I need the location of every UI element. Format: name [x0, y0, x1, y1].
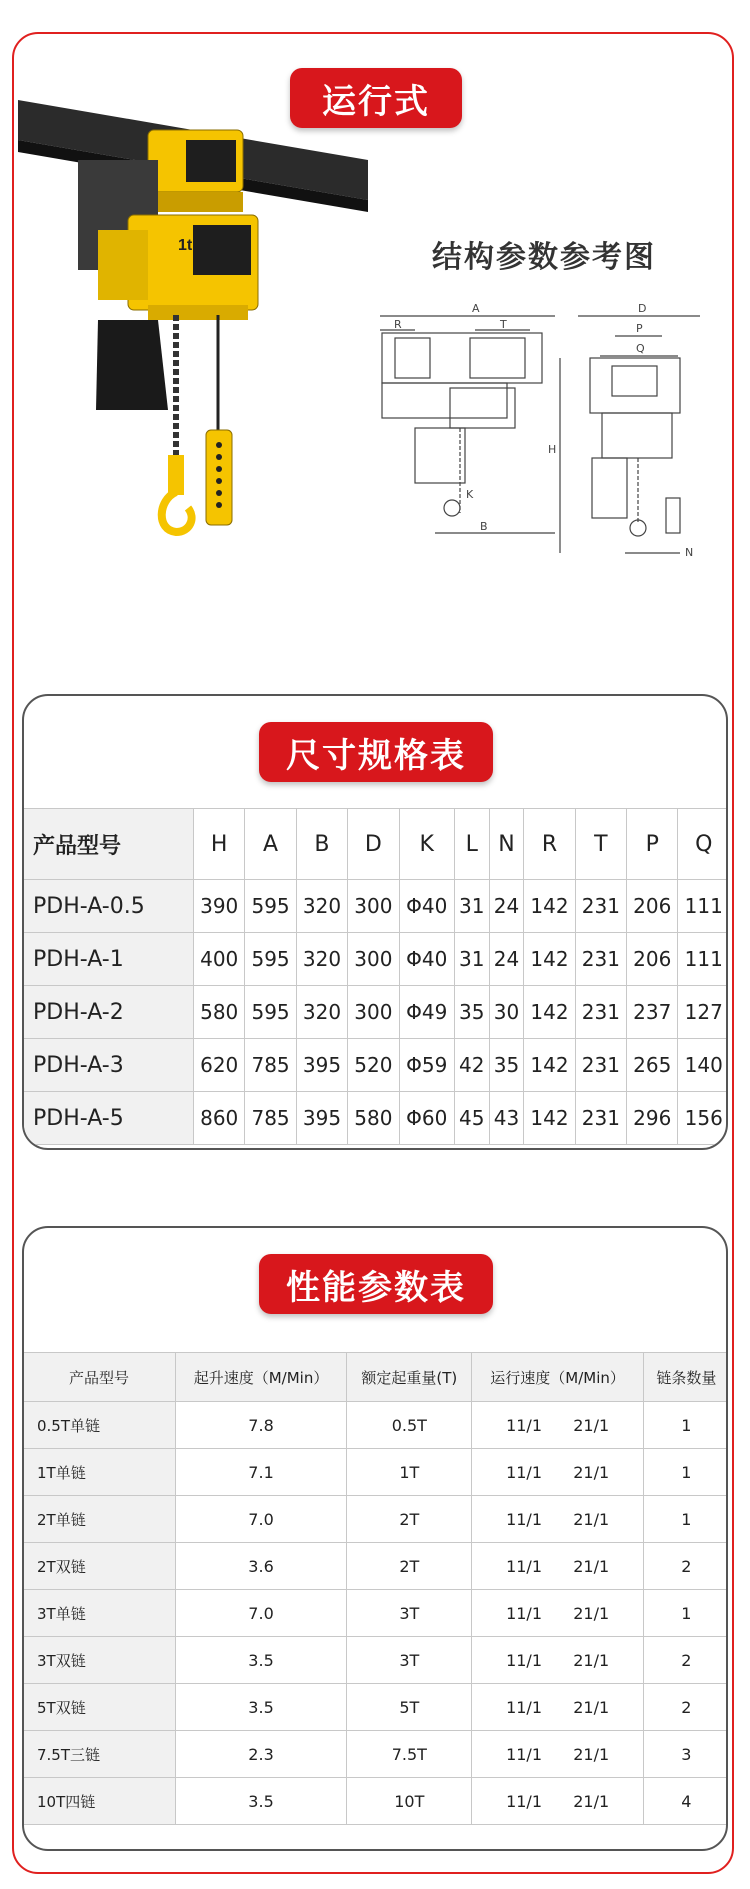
dimension-value-cell: 300	[348, 880, 399, 933]
lift-speed-cell: 7.0	[175, 1496, 346, 1543]
chain-count-cell: 4	[643, 1778, 728, 1825]
travel-speed-low: 11/1	[506, 1697, 542, 1717]
rated-capacity-cell: 5T	[347, 1684, 472, 1731]
travel-speed-cell	[472, 1637, 643, 1684]
travel-speed-high: 21/1	[573, 1509, 610, 1529]
dimension-value-cell: 231	[575, 1092, 626, 1145]
chain-count-cell: 2	[643, 1637, 728, 1684]
travel-speed-low: 11/1	[506, 1509, 542, 1529]
travel-speed-pair	[472, 1792, 642, 1811]
travel-speed-high: 21/1	[573, 1556, 610, 1576]
travel-speed-pair	[472, 1745, 642, 1764]
lift-speed-cell: 3.5	[175, 1684, 346, 1731]
dimension-value-cell: 395	[296, 1092, 347, 1145]
dim-label-a: A	[472, 302, 480, 315]
model-cell: PDH-A-1	[23, 933, 194, 986]
table-row	[23, 1778, 729, 1825]
model-cell: PDH-A-0.5	[23, 880, 194, 933]
dimension-value-cell: 265	[627, 1039, 678, 1092]
dimension-value-cell: 390	[194, 880, 245, 933]
performance-header-cell: 运行速度（M/Min）	[472, 1353, 643, 1402]
structure-diagram-title: 结构参数参考图	[432, 240, 656, 275]
travel-speed-cell	[472, 1402, 643, 1449]
lift-speed-cell: 7.0	[175, 1590, 346, 1637]
rated-capacity-cell: 2T	[347, 1496, 472, 1543]
travel-speed-low: 11/1	[506, 1415, 542, 1435]
dimension-value-cell: Φ40	[399, 933, 454, 986]
rated-capacity-cell: 7.5T	[347, 1731, 472, 1778]
performance-header-cell: 起升速度（M/Min）	[175, 1353, 346, 1402]
model-cell: 3T双链	[23, 1637, 176, 1684]
dimensions-header-cell: L	[454, 809, 489, 880]
dimension-value-cell: 31	[454, 880, 489, 933]
section-title-dimensions: 尺寸规格表	[259, 722, 493, 782]
table-row	[23, 1092, 729, 1145]
lift-speed-cell: 3.5	[175, 1637, 346, 1684]
travel-speed-cell	[472, 1543, 643, 1590]
dimension-value-cell: Φ59	[399, 1039, 454, 1092]
table-row	[23, 986, 729, 1039]
travel-speed-low: 11/1	[506, 1744, 542, 1764]
dimensions-header-cell: Q	[678, 809, 728, 880]
dimension-value-cell: 320	[296, 933, 347, 986]
dimension-value-cell: 140	[678, 1039, 728, 1092]
model-cell: 1T单链	[23, 1449, 176, 1496]
dimension-value-cell: 400	[194, 933, 245, 986]
travel-speed-high: 21/1	[573, 1462, 610, 1482]
rated-capacity-cell: 1T	[347, 1449, 472, 1496]
performance-header-cell: 链条数量	[643, 1353, 728, 1402]
dimensions-header-cell: T	[575, 809, 626, 880]
dimension-value-cell: 142	[524, 986, 575, 1039]
lift-speed-cell: 3.6	[175, 1543, 346, 1590]
dimension-value-cell: 206	[627, 933, 678, 986]
performance-header-cell: 额定起重量(T)	[347, 1353, 472, 1402]
travel-speed-pair	[472, 1416, 642, 1435]
dimension-value-cell: 580	[194, 986, 245, 1039]
dimension-value-cell: 43	[489, 1092, 524, 1145]
travel-speed-cell	[472, 1449, 643, 1496]
dim-label-k: K	[466, 488, 474, 501]
structure-diagram	[380, 298, 730, 646]
dimension-value-cell: 35	[454, 986, 489, 1039]
lift-speed-cell: 7.8	[175, 1402, 346, 1449]
dim-label-q: Q	[636, 342, 645, 355]
travel-speed-pair	[472, 1604, 642, 1623]
model-cell: PDH-A-3	[23, 1039, 194, 1092]
dimension-value-cell: 231	[575, 880, 626, 933]
dimension-value-cell: 785	[245, 1039, 296, 1092]
lift-speed-cell: 2.3	[175, 1731, 346, 1778]
travel-speed-high: 21/1	[573, 1650, 610, 1670]
dimension-value-cell: 520	[348, 1039, 399, 1092]
chain-count-cell: 3	[643, 1731, 728, 1778]
table-row	[23, 1496, 729, 1543]
dimension-value-cell: 142	[524, 1092, 575, 1145]
travel-speed-cell	[472, 1590, 643, 1637]
dimension-value-cell: 24	[489, 933, 524, 986]
dimensions-header-cell: K	[399, 809, 454, 880]
dim-label-h: H	[548, 443, 557, 456]
table-row	[23, 880, 729, 933]
dimension-value-cell: 35	[489, 1039, 524, 1092]
dimension-value-cell: 320	[296, 986, 347, 1039]
dimension-value-cell: 142	[524, 933, 575, 986]
dimensions-header-cell: D	[348, 809, 399, 880]
dimension-value-cell: 595	[245, 986, 296, 1039]
dimension-value-cell: 231	[575, 986, 626, 1039]
dimension-value-cell: 111	[678, 933, 728, 986]
table-row	[23, 1402, 729, 1449]
dimensions-header-cell: H	[194, 809, 245, 880]
dimension-value-cell: 296	[627, 1092, 678, 1145]
chain-count-cell: 2	[643, 1543, 728, 1590]
table-row	[23, 1039, 729, 1092]
dim-label-t: T	[500, 318, 507, 331]
rated-capacity-cell: 3T	[347, 1590, 472, 1637]
dim-label-d: D	[638, 302, 647, 315]
rated-capacity-cell: 2T	[347, 1543, 472, 1590]
travel-speed-cell	[472, 1731, 643, 1778]
chain-count-cell: 1	[643, 1402, 728, 1449]
dimension-value-cell: 300	[348, 933, 399, 986]
dimensions-header-row	[23, 809, 729, 880]
model-cell: 5T双链	[23, 1684, 176, 1731]
travel-speed-high: 21/1	[573, 1744, 610, 1764]
rated-capacity-cell: 0.5T	[347, 1402, 472, 1449]
dim-label-b: B	[480, 520, 488, 533]
travel-speed-low: 11/1	[506, 1650, 542, 1670]
dimension-value-cell: 24	[489, 880, 524, 933]
travel-speed-cell	[472, 1684, 643, 1731]
travel-speed-pair	[472, 1557, 642, 1576]
chain-count-cell: 2	[643, 1684, 728, 1731]
table-row	[23, 1731, 729, 1778]
dim-label-r: R	[394, 318, 402, 331]
dimensions-header-cell: B	[296, 809, 347, 880]
dimension-value-cell: Φ49	[399, 986, 454, 1039]
dim-label-n: N	[685, 546, 694, 559]
capacity-label: 1t	[178, 237, 193, 254]
dimension-value-cell: 620	[194, 1039, 245, 1092]
dimension-value-cell: 395	[296, 1039, 347, 1092]
dimension-value-cell: 42	[454, 1039, 489, 1092]
dimensions-header-cell: P	[627, 809, 678, 880]
dimension-value-cell: 127	[678, 986, 728, 1039]
dimension-value-cell: 142	[524, 1039, 575, 1092]
model-cell: 10T四链	[23, 1778, 176, 1825]
rated-capacity-cell: 10T	[347, 1778, 472, 1825]
dimensions-header-cell: N	[489, 809, 524, 880]
table-row	[23, 1543, 729, 1590]
dimension-value-cell: 30	[489, 986, 524, 1039]
dimension-value-cell: 31	[454, 933, 489, 986]
lift-speed-cell: 3.5	[175, 1778, 346, 1825]
dimension-value-cell: 300	[348, 986, 399, 1039]
travel-speed-high: 21/1	[573, 1791, 610, 1811]
table-row	[23, 1684, 729, 1731]
dimension-value-cell: 595	[245, 933, 296, 986]
dimensions-header-cell: R	[524, 809, 575, 880]
dimension-value-cell: Φ40	[399, 880, 454, 933]
performance-panel	[22, 1226, 728, 1851]
dimension-value-cell: 580	[348, 1092, 399, 1145]
hoist-product-image	[18, 100, 368, 630]
chain-count-cell: 1	[643, 1590, 728, 1637]
dimension-value-cell: 206	[627, 880, 678, 933]
model-cell: 3T单链	[23, 1590, 176, 1637]
model-cell: 2T双链	[23, 1543, 176, 1590]
travel-speed-pair	[472, 1698, 642, 1717]
dimensions-table	[22, 808, 728, 1145]
travel-speed-pair	[472, 1510, 642, 1529]
dimension-value-cell: Φ60	[399, 1092, 454, 1145]
dimension-value-cell: 785	[245, 1092, 296, 1145]
model-cell: 2T单链	[23, 1496, 176, 1543]
travel-speed-low: 11/1	[506, 1603, 542, 1623]
table-row	[23, 1449, 729, 1496]
table-row	[23, 1590, 729, 1637]
travel-speed-high: 21/1	[573, 1603, 610, 1623]
table-row	[23, 933, 729, 986]
dimension-value-cell: 142	[524, 880, 575, 933]
rated-capacity-cell: 3T	[347, 1637, 472, 1684]
lift-speed-cell: 7.1	[175, 1449, 346, 1496]
chain-count-cell: 1	[643, 1496, 728, 1543]
travel-speed-high: 21/1	[573, 1697, 610, 1717]
travel-speed-high: 21/1	[573, 1415, 610, 1435]
performance-header-row	[23, 1353, 729, 1402]
model-cell: PDH-A-5	[23, 1092, 194, 1145]
model-cell: 0.5T单链	[23, 1402, 176, 1449]
dimension-value-cell: 45	[454, 1092, 489, 1145]
performance-header-cell: 产品型号	[23, 1353, 176, 1402]
model-cell: 7.5T三链	[23, 1731, 176, 1778]
travel-speed-low: 11/1	[506, 1462, 542, 1482]
travel-speed-cell	[472, 1496, 643, 1543]
dimensions-header-cell: 产品型号	[23, 809, 194, 880]
dimension-value-cell: 231	[575, 933, 626, 986]
travel-speed-pair	[472, 1651, 642, 1670]
performance-table	[22, 1352, 728, 1825]
model-cell: PDH-A-2	[23, 986, 194, 1039]
dimension-value-cell: 595	[245, 880, 296, 933]
dimension-value-cell: 111	[678, 880, 728, 933]
dimension-value-cell: 156	[678, 1092, 728, 1145]
travel-speed-cell	[472, 1778, 643, 1825]
travel-speed-low: 11/1	[506, 1556, 542, 1576]
dim-label-p: P	[636, 322, 643, 335]
dimension-value-cell: 860	[194, 1092, 245, 1145]
chain-count-cell: 1	[643, 1449, 728, 1496]
dimension-value-cell: 237	[627, 986, 678, 1039]
section-title-performance: 性能参数表	[259, 1254, 493, 1314]
section-title-running-type: 运行式	[290, 68, 462, 128]
dimensions-header-cell: A	[245, 809, 296, 880]
travel-speed-low: 11/1	[506, 1791, 542, 1811]
dimension-value-cell: 231	[575, 1039, 626, 1092]
dimension-value-cell: 320	[296, 880, 347, 933]
table-row	[23, 1637, 729, 1684]
travel-speed-pair	[472, 1463, 642, 1482]
